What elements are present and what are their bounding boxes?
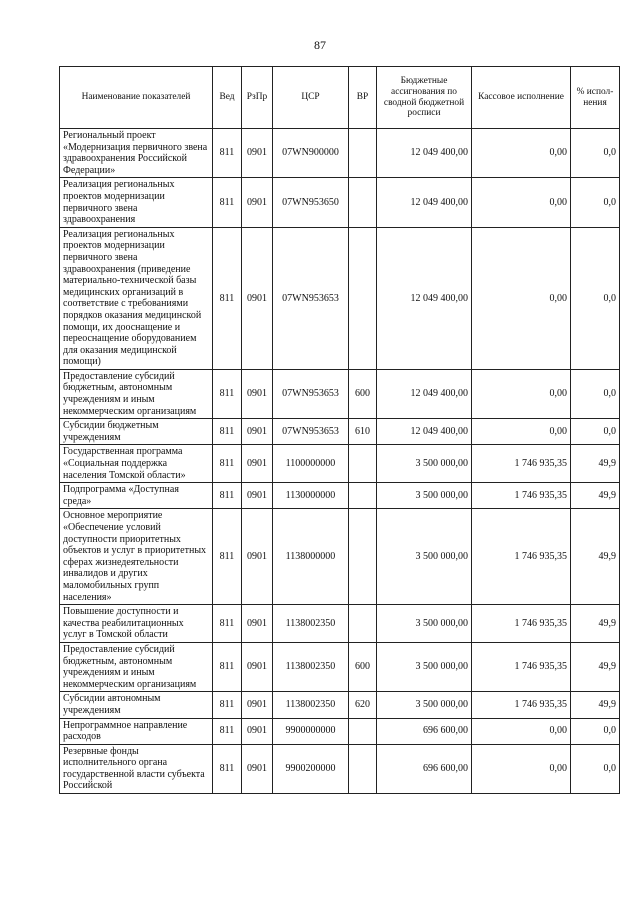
row-csr: 07WN953653 — [273, 369, 349, 418]
row-pct: 0,0 — [571, 178, 620, 227]
row-budget: 12 049 400,00 — [377, 178, 472, 227]
row-pct: 49,9 — [571, 445, 620, 483]
row-name: Реализация региональных проектов модернизации первичного звена здравоохранения — [60, 178, 213, 227]
row-rzpr: 0901 — [242, 605, 273, 643]
row-cash: 0,00 — [472, 227, 571, 369]
table-row — [60, 692, 620, 718]
row-ved: 811 — [213, 419, 242, 445]
row-ved: 811 — [213, 445, 242, 483]
header-budget: Бюджетные ассигнования по сводной бюджетной росписи — [377, 67, 472, 129]
row-cash: 1 746 935,35 — [472, 509, 571, 605]
row-rzpr: 0901 — [242, 483, 273, 509]
row-cash: 1 746 935,35 — [472, 605, 571, 643]
row-name: Повышение доступности и качества реабилитационных услуг в Томской области — [60, 605, 213, 643]
table-row — [60, 718, 620, 744]
header-ved: Вед — [213, 67, 242, 129]
row-cash: 0,00 — [472, 178, 571, 227]
row-rzpr: 0901 — [242, 692, 273, 718]
row-vr: 620 — [349, 692, 377, 718]
row-budget: 12 049 400,00 — [377, 419, 472, 445]
row-vr — [349, 129, 377, 178]
row-rzpr: 0901 — [242, 642, 273, 691]
row-rzpr: 0901 — [242, 178, 273, 227]
row-budget: 696 600,00 — [377, 718, 472, 744]
row-ved: 811 — [213, 692, 242, 718]
row-ved: 811 — [213, 718, 242, 744]
row-vr: 600 — [349, 369, 377, 418]
row-rzpr: 0901 — [242, 419, 273, 445]
row-vr — [349, 605, 377, 643]
row-ved: 811 — [213, 744, 242, 793]
row-ved: 811 — [213, 605, 242, 643]
table-row — [60, 129, 620, 178]
row-ved: 811 — [213, 129, 242, 178]
header-cash: Кассовое исполнение — [472, 67, 571, 129]
row-csr: 07WN900000 — [273, 129, 349, 178]
page-number: 87 — [314, 38, 326, 52]
table-row — [60, 642, 620, 691]
row-vr — [349, 178, 377, 227]
row-budget: 12 049 400,00 — [377, 129, 472, 178]
row-csr: 1138002350 — [273, 605, 349, 643]
header-pct: % испол-нения — [571, 67, 620, 129]
row-pct: 49,9 — [571, 642, 620, 691]
row-rzpr: 0901 — [242, 445, 273, 483]
table-header-row — [60, 67, 620, 129]
row-name: Государственная программа «Социальная поддержка населения Томской области» — [60, 445, 213, 483]
row-budget: 3 500 000,00 — [377, 642, 472, 691]
row-pct: 49,9 — [571, 605, 620, 643]
row-vr: 600 — [349, 642, 377, 691]
table-row — [60, 605, 620, 643]
row-cash: 1 746 935,35 — [472, 692, 571, 718]
row-name: Непрограммное направление расходов — [60, 718, 213, 744]
header-rzpr: РзПр — [242, 67, 273, 129]
header-vr: ВР — [349, 67, 377, 129]
row-csr: 07WN953650 — [273, 178, 349, 227]
row-rzpr: 0901 — [242, 129, 273, 178]
row-budget: 12 049 400,00 — [377, 227, 472, 369]
row-name: Резервные фонды исполнительного органа государственной власти субъекта Российской — [60, 744, 213, 793]
row-csr: 07WN953653 — [273, 419, 349, 445]
row-rzpr: 0901 — [242, 718, 273, 744]
row-cash: 0,00 — [472, 419, 571, 445]
row-pct: 49,9 — [571, 509, 620, 605]
row-vr: 610 — [349, 419, 377, 445]
row-cash: 0,00 — [472, 369, 571, 418]
row-csr: 1138000000 — [273, 509, 349, 605]
row-name: Предоставление субсидий бюджетным, автономным учреждениям и иным некоммерческим организациям — [60, 642, 213, 691]
table-row — [60, 369, 620, 418]
table-row — [60, 445, 620, 483]
row-budget: 3 500 000,00 — [377, 692, 472, 718]
row-budget: 696 600,00 — [377, 744, 472, 793]
row-cash: 0,00 — [472, 744, 571, 793]
row-rzpr: 0901 — [242, 227, 273, 369]
table-row — [60, 744, 620, 793]
row-ved: 811 — [213, 642, 242, 691]
row-vr — [349, 227, 377, 369]
row-budget: 12 049 400,00 — [377, 369, 472, 418]
row-cash: 1 746 935,35 — [472, 642, 571, 691]
row-vr — [349, 509, 377, 605]
row-csr: 9900000000 — [273, 718, 349, 744]
row-ved: 811 — [213, 509, 242, 605]
row-pct: 0,0 — [571, 419, 620, 445]
table-row — [60, 509, 620, 605]
row-name: Подпрограмма «Доступная среда» — [60, 483, 213, 509]
row-name: Субсидии бюджетным учреждениям — [60, 419, 213, 445]
row-budget: 3 500 000,00 — [377, 483, 472, 509]
table-row — [60, 419, 620, 445]
row-pct: 0,0 — [571, 227, 620, 369]
row-pct: 49,9 — [571, 692, 620, 718]
row-rzpr: 0901 — [242, 369, 273, 418]
row-name: Основное мероприятие «Обеспечение условий доступности приоритетных объектов и услуг в приоритетных сферах жизнедеятельности инвалидов и других маломобильных групп населения» — [60, 509, 213, 605]
row-pct: 0,0 — [571, 369, 620, 418]
row-budget: 3 500 000,00 — [377, 605, 472, 643]
row-ved: 811 — [213, 227, 242, 369]
row-ved: 811 — [213, 178, 242, 227]
row-pct: 0,0 — [571, 744, 620, 793]
row-vr — [349, 718, 377, 744]
row-pct: 0,0 — [571, 129, 620, 178]
row-rzpr: 0901 — [242, 509, 273, 605]
row-csr: 1138002350 — [273, 692, 349, 718]
row-budget: 3 500 000,00 — [377, 509, 472, 605]
row-name: Субсидии автономным учреждениям — [60, 692, 213, 718]
table-row — [60, 178, 620, 227]
row-vr — [349, 744, 377, 793]
row-vr — [349, 483, 377, 509]
table-row — [60, 227, 620, 369]
header-csr: ЦСР — [273, 67, 349, 129]
header-name: Наименование показателей — [60, 67, 213, 129]
row-csr: 1100000000 — [273, 445, 349, 483]
row-csr: 1138002350 — [273, 642, 349, 691]
row-ved: 811 — [213, 369, 242, 418]
row-pct: 49,9 — [571, 483, 620, 509]
row-ved: 811 — [213, 483, 242, 509]
row-name: Предоставление субсидий бюджетным, автономным учреждениям и иным некоммерческим организациям — [60, 369, 213, 418]
row-name: Реализация региональных проектов модернизации первичного звена здравоохранения (приведение материально-технической базы медицинских организаций в соответствие с требованиями порядков оказания медицинской помощи, их дооснащение и переоснащение оборудованием для оказания медицинской помощи) — [60, 227, 213, 369]
row-cash: 1 746 935,35 — [472, 483, 571, 509]
row-rzpr: 0901 — [242, 744, 273, 793]
row-cash: 0,00 — [472, 129, 571, 178]
table-row — [60, 483, 620, 509]
row-pct: 0,0 — [571, 718, 620, 744]
row-csr: 1130000000 — [273, 483, 349, 509]
row-name: Региональный проект «Модернизация первичного звена здравоохранения Российской Федерации» — [60, 129, 213, 178]
row-cash: 0,00 — [472, 718, 571, 744]
row-csr: 07WN953653 — [273, 227, 349, 369]
row-vr — [349, 445, 377, 483]
budget-execution-table — [59, 66, 620, 794]
row-cash: 1 746 935,35 — [472, 445, 571, 483]
row-csr: 9900200000 — [273, 744, 349, 793]
row-budget: 3 500 000,00 — [377, 445, 472, 483]
